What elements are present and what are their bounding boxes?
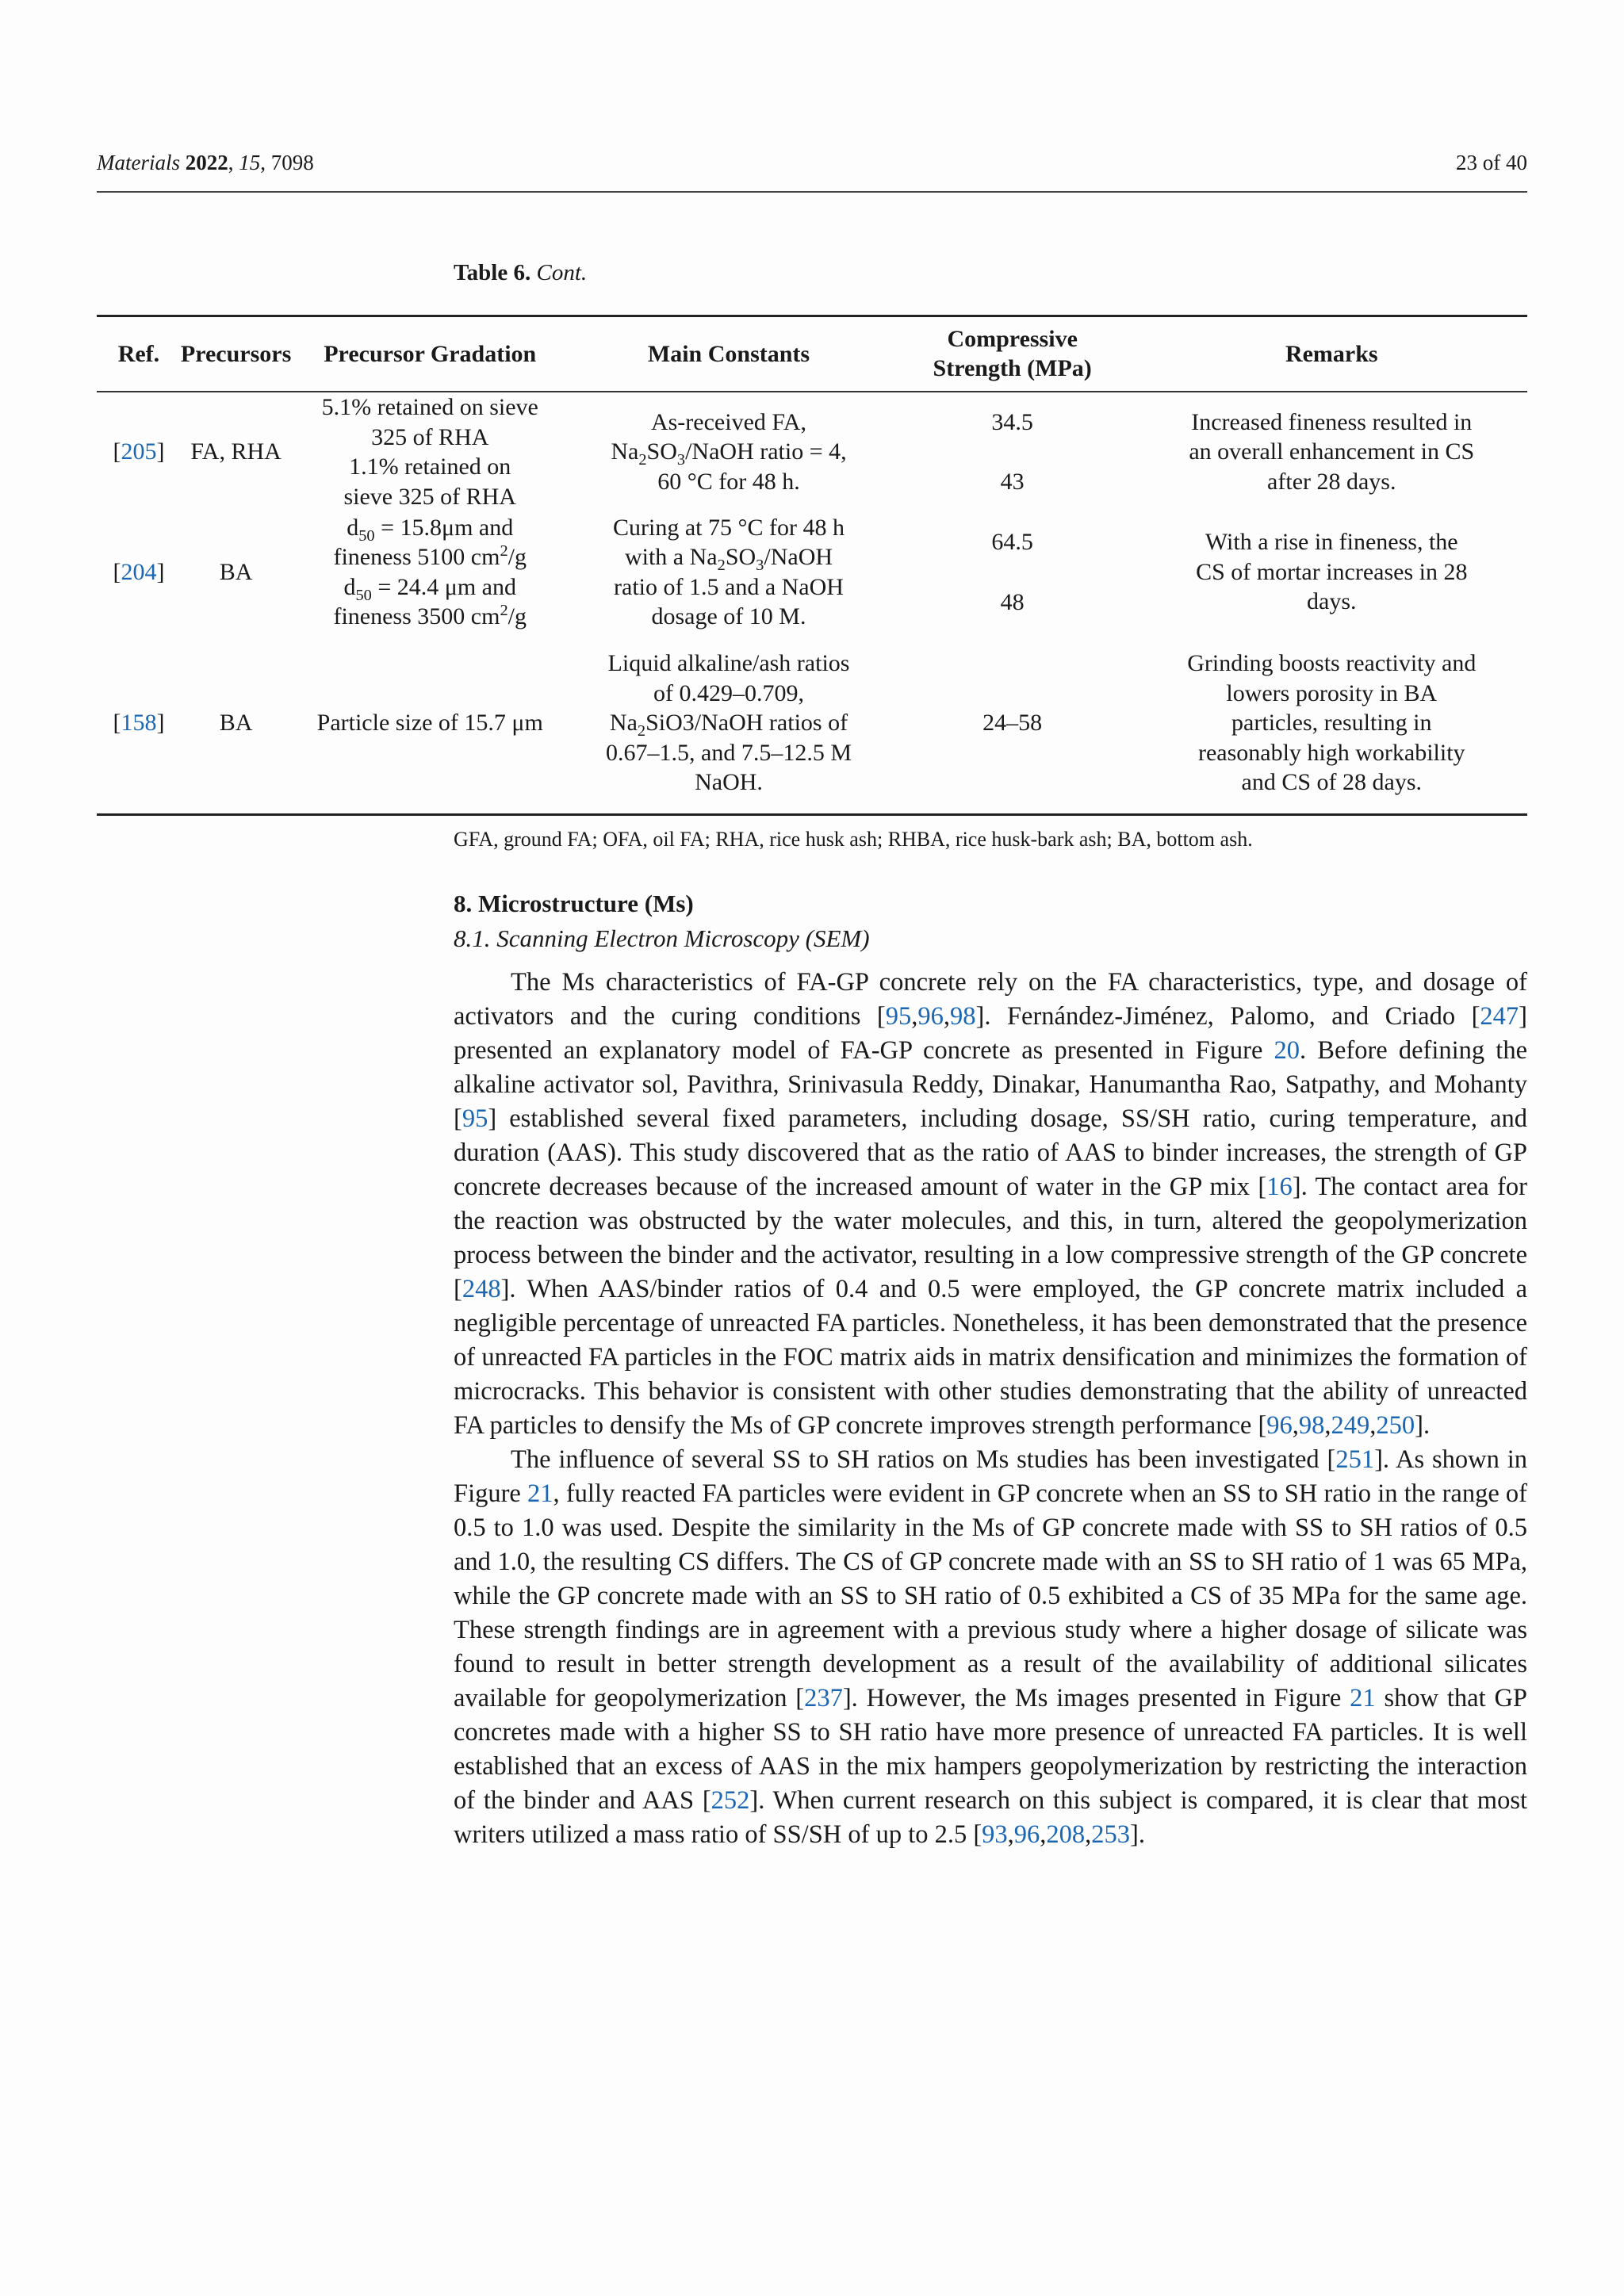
figure-link[interactable]: 21 (527, 1479, 553, 1508)
citation-link[interactable]: 16 (1266, 1173, 1293, 1201)
cs-value: 64.5 (991, 529, 1033, 555)
cell-remarks: Increased fineness resulted in an overall enhancement in CS after 28 days. (1189, 408, 1475, 495)
col-precursors: Precursors (180, 340, 292, 367)
article-number: 7098 (270, 151, 314, 174)
table-header-row (97, 316, 1527, 392)
gradation-line: $d_{50} = 15.8\mu m$ and fineness 5100 $cm^2/g$ (333, 514, 527, 570)
ref-link[interactable]: 204 (121, 558, 157, 585)
page-number: 23 of 40 (1456, 151, 1527, 174)
page-header (97, 151, 1527, 175)
figure-link[interactable]: 20 (1274, 1036, 1300, 1065)
col-main-constants: Main Constants (647, 340, 810, 367)
ref-link[interactable]: 205 (121, 438, 157, 465)
gradation-line: 5.1% retained on sieve 325 of RHA (321, 394, 538, 450)
subsection-title: 8.1. Scanning Electron Microscopy (SEM) (454, 924, 870, 952)
table-row (97, 633, 1527, 815)
citation-link[interactable]: 251 (1335, 1445, 1375, 1474)
citation-link[interactable]: 96 (1266, 1411, 1293, 1440)
col-compressive-strength (889, 316, 1136, 392)
citation-link[interactable]: 237 (804, 1684, 843, 1712)
citation-link[interactable]: 93 (982, 1820, 1008, 1849)
citation-link[interactable]: 95 (885, 1002, 912, 1031)
journal-year: 2022 (185, 151, 228, 174)
cell-cs (889, 392, 1136, 512)
body-text (454, 966, 1527, 1852)
cell-remarks: With a rise in fineness, the CS of mortar increases in 28 days. (1196, 529, 1468, 615)
cs-value: 48 (1000, 588, 1025, 615)
col-ref: Ref. (117, 340, 160, 367)
journal-volume: 15 (239, 151, 261, 174)
cell-gradation (291, 512, 569, 633)
journal-name: Materials (97, 151, 180, 174)
cs-value: 43 (1000, 469, 1025, 495)
cell-remarks: Grinding boosts reactivity and lowers porosity in BA particles, resulting in reasonably high workability and CS of 28 days. (1187, 650, 1477, 795)
section-title: 8. Microstructure (Ms) (454, 890, 694, 917)
cell-ref[interactable]: [158] (113, 710, 165, 736)
cell-ref[interactable]: [205] (113, 438, 165, 465)
cell-main: Curing at 75 °C for 48 h with a $Na_2SO_3$/NaOH ratio of 1.5 and a NaOH dosage of 10 M. (613, 514, 845, 629)
cell-main: Liquid alkaline/ash ratios of 0.429–0.709, $Na_2SiO3$/NaOH ratios of 0.67–1.5, and 7.5–12.5 M NaOH. (606, 650, 852, 795)
citation-link[interactable]: 95 (462, 1104, 488, 1133)
cell-cs (889, 512, 1136, 633)
cell-cs: 24–58 (982, 710, 1043, 736)
paragraph: The influence of several SS to SH ratios on Ms studies has been investigated [251]. As shown in Figure 21, fully reacted FA particles were evident in GP concrete when an SS to SH ratio in the range of 0.5 to 1.0 was used. Despite the similarity in the Ms of GP concrete made with SS to SH ratios of 0.5 and 1.0, the resulting CS differs. The CS of GP concrete made with an SS to SH ratio of 1 was 65 MPa, while the GP concrete made with an SS to SH ratio of 0.5 exhibited a CS of 35 MPa for the same age. These strength findings are in agreement with a previous study where a higher dosage of silicate was found to result in better strength development as a result of the availability of additional silicates available for geopolymerization [237]. However, the Ms images presented in Figure 21 show that GP concretes made with a higher SS to SH ratio have more presence of unreacted FA particles. It is well established that an excess of AAS in the mix hampers geopolymerization by restricting the interaction of the binder and AAS [252]. When current research on this subject is compared, it is clear that most writers utilized a mass ratio of SS/SH of up to 2.5 [93,96,208,253]. (454, 1445, 1528, 1849)
ref-link[interactable]: 158 (121, 710, 157, 736)
citation-link[interactable]: 96 (917, 1002, 944, 1031)
col-remarks: Remarks (1285, 340, 1378, 367)
table-row (97, 512, 1527, 633)
col-gradation: Precursor Gradation (324, 340, 537, 367)
journal-citation: Materials 2022, 15, 7098 (97, 151, 314, 174)
citation-link[interactable]: 96 (1013, 1820, 1040, 1849)
cell-main: As-received FA, $Na_2SO_3$/NaOH ratio = 4, 60 °C for 48 h. (611, 408, 847, 495)
gradation-line: 1.1% retained on sieve 325 of RHA (343, 453, 516, 510)
citation-link[interactable]: 248 (462, 1275, 501, 1303)
citation-link[interactable]: 250 (1376, 1411, 1415, 1440)
citation-link[interactable]: 208 (1046, 1820, 1086, 1849)
citation-link[interactable]: 249 (1331, 1411, 1370, 1440)
citation-link[interactable]: 253 (1091, 1820, 1131, 1849)
cs-value: 34.5 (991, 408, 1033, 435)
col-cs-label: Compressive Strength (MPa) (933, 326, 1092, 382)
figure-link[interactable]: 21 (1350, 1684, 1376, 1712)
table-row (97, 392, 1527, 512)
cell-precursors: FA, RHA (190, 438, 282, 465)
paragraph: The Ms characteristics of FA-GP concrete rely on the FA characteristics, type, and dosage of activators and the curing conditions [95,96,98]. Fernández-Jiménez, Palomo, and Criado [247] presented an explanatory model of FA-GP concrete as presented in Figure 20. Before defining the alkaline activator sol, Pavithra, Srinivasula Reddy, Dinakar, Hanumantha Rao, Satpathy, and Mohanty [95] established several fixed parameters, including dosage, SS/SH ratio, curing temperature, and duration (AAS). This study discovered that as the ratio of AAS to binder increases, the strength of GP concrete decreases because of the increased amount of water in the GP mix [16]. The contact area for the reaction was obstructed by the water molecules, and this, in turn, altered the geopolymerization process between the binder and the activator, resulting in a low compressive strength of the GP concrete [248]. When AAS/binder ratios of 0.4 and 0.5 were employed, the GP concrete matrix included a negligible percentage of unreacted FA particles. Nonetheless, it has been demonstrated that the presence of unreacted FA particles in the FOC matrix aids in matrix densification and minimizes the formation of microcracks. This behavior is consistent with other studies demonstrating that the ability of unreacted FA particles to densify the Ms of GP concrete improves strength performance [96,98,249,250]. (454, 968, 1528, 1440)
data-table (97, 315, 1527, 816)
table-cont: Cont. (536, 260, 588, 285)
cell-precursors: BA (219, 710, 253, 736)
citation-link[interactable]: 247 (1480, 1002, 1519, 1031)
cell-precursors: BA (219, 558, 253, 585)
table-label: Table 6. (454, 260, 531, 285)
cell-ref[interactable]: [204] (113, 558, 165, 585)
cell-gradation: Particle size of 15.7 μm (316, 710, 543, 736)
citation-link[interactable]: 98 (950, 1002, 976, 1031)
table-footnote: GFA, ground FA; OFA, oil FA; RHA, rice husk ash; RHBA, rice husk-bark ash; BA, bottom ash. (454, 828, 1253, 851)
cell-gradation (291, 392, 569, 512)
header-rule (97, 191, 1527, 193)
table-caption (454, 260, 587, 286)
gradation-line: $d_{50} = 24.4$ μm and fineness 3500 $cm^2/g$ (333, 573, 527, 629)
citation-link[interactable]: 252 (710, 1786, 750, 1815)
citation-link[interactable]: 98 (1298, 1411, 1325, 1440)
